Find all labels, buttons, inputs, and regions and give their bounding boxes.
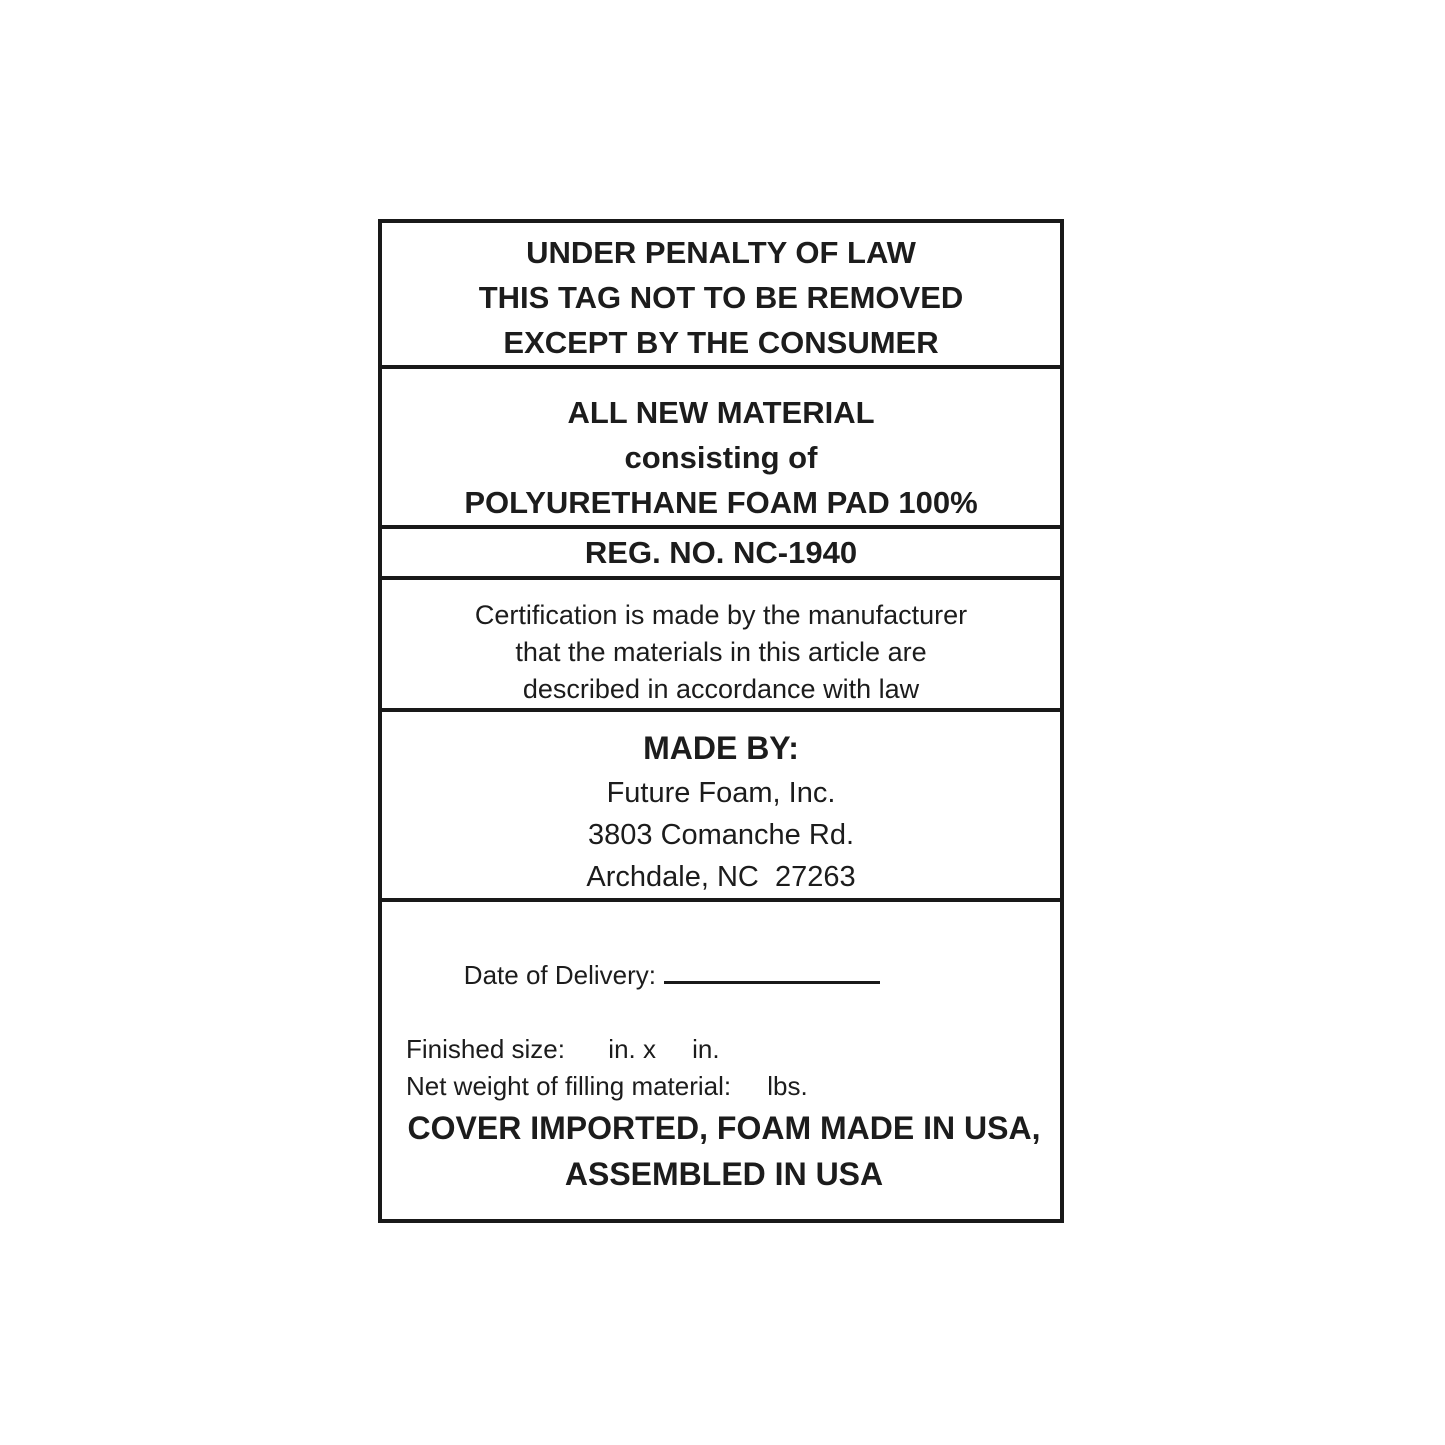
origin-statement [406, 1105, 1042, 1205]
made-by-section [382, 712, 1060, 902]
material-line-3: POLYURETHANE FOAM PAD 100% [464, 485, 978, 520]
finished-size-row: Finished size: in. x in. [406, 1034, 720, 1064]
penalty-line-1: UNDER PENALTY OF LAW [526, 235, 916, 270]
material-line-1: ALL NEW MATERIAL [567, 395, 875, 430]
registration-number: REG. NO. NC-1940 [584, 535, 858, 570]
penalty-line-3: EXCEPT BY THE CONSUMER [503, 325, 939, 360]
made-by-heading: MADE BY: [643, 730, 799, 766]
net-weight-row: Net weight of filling material: lbs. [406, 1071, 808, 1101]
date-of-delivery-label: Date of Delivery: [463, 960, 656, 990]
certification-line-1: Certification is made by the manufacturer [474, 600, 968, 630]
manufacturer-street: 3803 Comanche Rd. [588, 819, 854, 851]
material-section [382, 369, 1060, 529]
law-label-tag [378, 219, 1064, 1223]
manufacturer-city-state-zip: Archdale, NC 27263 [586, 861, 856, 893]
manufacturer-name: Future Foam, Inc. [606, 777, 836, 809]
date-of-delivery-blank [664, 959, 880, 984]
material-line-2: consisting of [624, 440, 818, 475]
registration-section [382, 529, 1060, 580]
date-of-delivery-row [406, 920, 1042, 1031]
certification-section [382, 580, 1060, 712]
origin-line-1: COVER IMPORTED, FOAM MADE IN USA, [407, 1110, 1041, 1146]
certification-line-3: described in accordance with law [522, 674, 920, 704]
certification-line-2: that the materials in this article are [515, 637, 927, 667]
details-section [382, 902, 1060, 1219]
penalty-line-2: THIS TAG NOT TO BE REMOVED [478, 280, 964, 315]
origin-line-2: ASSEMBLED IN USA [564, 1156, 884, 1192]
penalty-section [382, 223, 1060, 369]
